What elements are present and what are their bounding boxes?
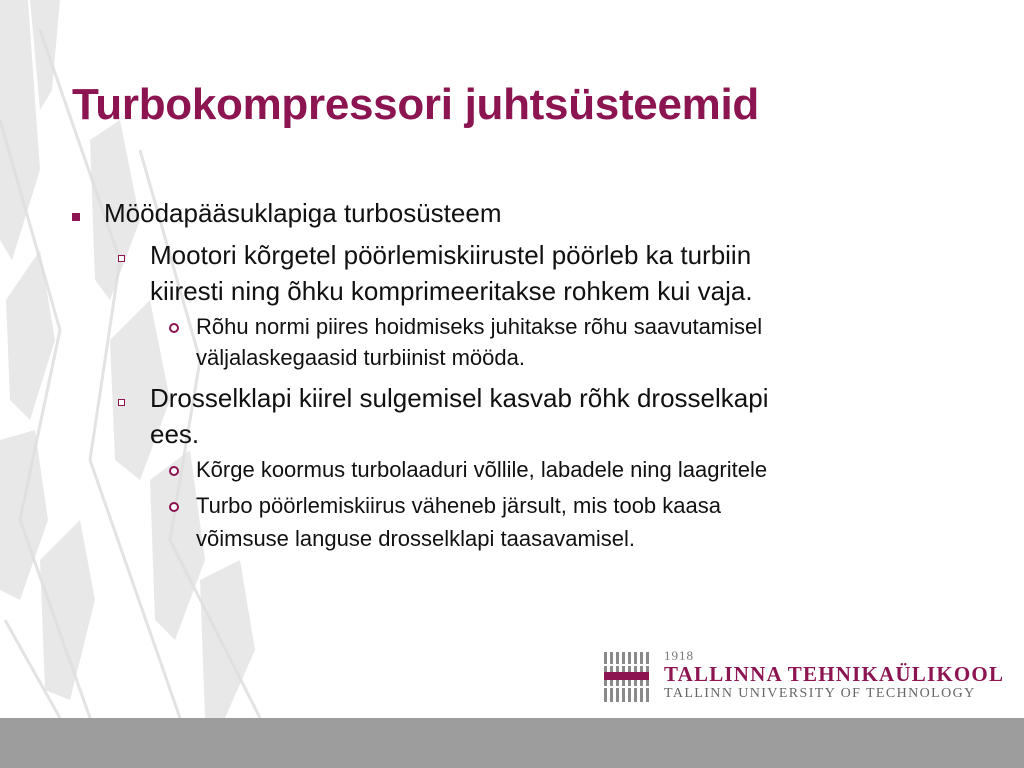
bullet-level2-line: Drosselklapi kiirel sulgemisel kasvab rõhk drosselkapi [150, 383, 769, 413]
bullet-level1-text: Möödapääsuklapiga turbosüsteem [104, 198, 502, 228]
slide-title: Turbokompressori juhtsüsteemid [72, 80, 759, 129]
bullet-level2-line: kiiresti ning õhku komprimeeritakse rohkem kui vaja. [150, 276, 753, 306]
hollow-square-bullet-icon [118, 399, 125, 406]
square-bullet-icon [72, 213, 80, 221]
university-emblem-icon [604, 652, 654, 702]
hollow-square-bullet-icon [118, 255, 125, 262]
circle-bullet-icon [169, 323, 179, 333]
circle-bullet-icon [169, 502, 179, 512]
circle-bullet-icon [169, 466, 179, 476]
logo-subtitle: TALLINN UNIVERSITY OF TECHNOLOGY [664, 686, 976, 701]
bullet-level2-line: ees. [150, 419, 200, 449]
logo-year: 1918 [664, 648, 694, 663]
bullet-level3-line: Kõrge koormus turbolaaduri võllile, labadele ning laagritele [196, 457, 768, 482]
logo-name: TALLINNA TEHNIKAÜLIKOOL [664, 662, 1005, 686]
bullet-level3-line: Rõhu normi piires hoidmiseks juhitakse rõhu saavutamisel [196, 314, 763, 339]
bullet-level3-line: Turbo pöörlemiskiirus väheneb järsult, mis toob kaasa [196, 493, 721, 518]
university-logo [604, 648, 1005, 704]
bullet-level2-line: Mootori kõrgetel pöörlemiskiirustel pöörleb ka turbiin [150, 240, 752, 270]
bullet-level3-line: väljalaskegaasid turbiinist mööda. [196, 345, 525, 370]
footer-bar [0, 718, 1024, 768]
bullet-level3-line: võimsuse languse drosselklapi taasavamisel. [196, 526, 635, 551]
